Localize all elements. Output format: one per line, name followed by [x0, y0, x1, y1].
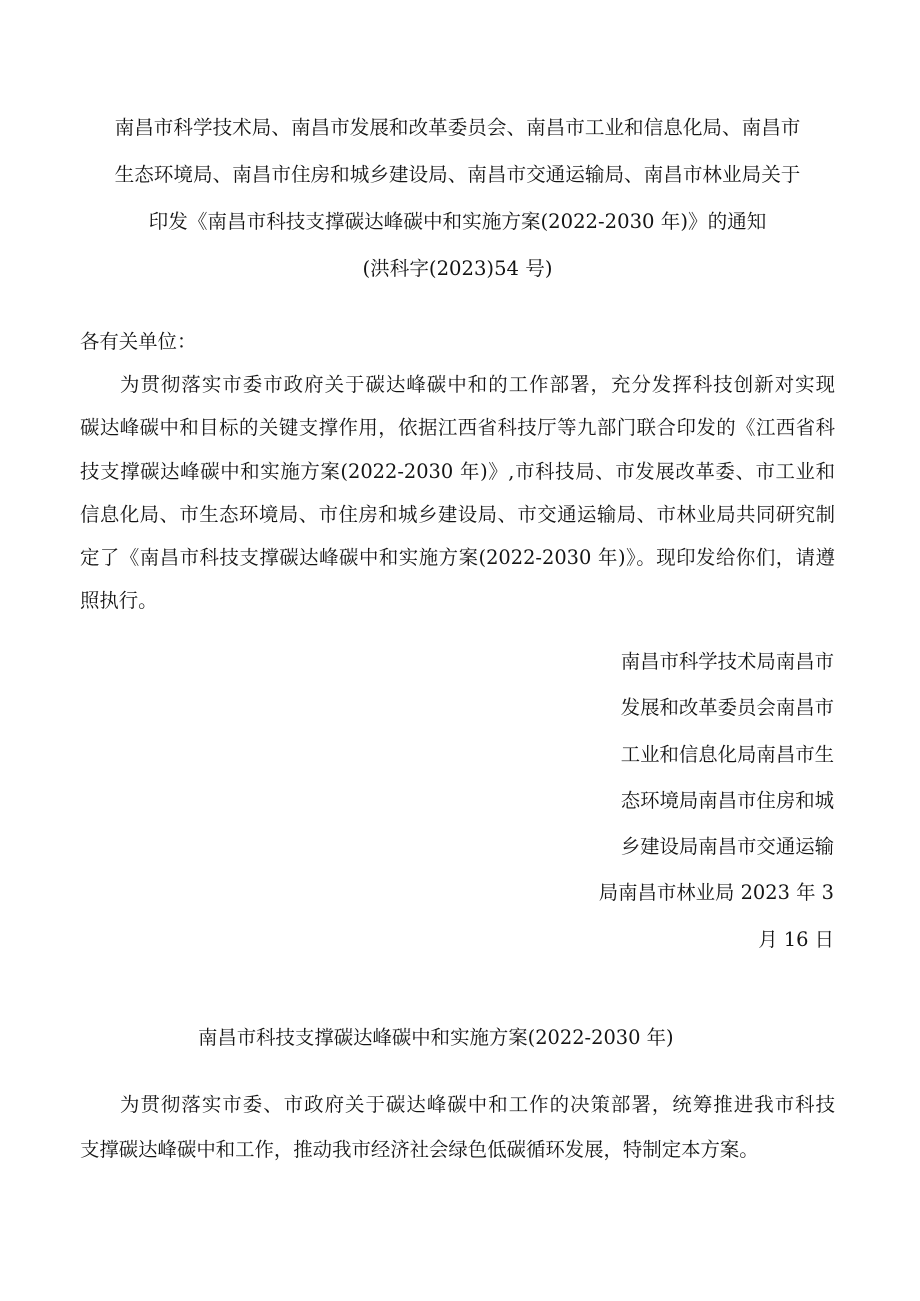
- document-title-line: 生态环境局、南昌市住房和城乡建设局、南昌市交通运输局、南昌市林业局关于: [114, 163, 801, 186]
- signature-date: 月 16 日: [758, 927, 834, 951]
- signature-line: 发展和改革委员会南昌市: [620, 696, 834, 720]
- signature-line: 工业和信息化局南昌市生: [620, 742, 834, 766]
- paragraph-line: 信息化局、市生态环境局、市住房和城乡建设局、市交通运输局、市林业局共同研究制: [80, 502, 835, 526]
- signature-block: [590, 639, 834, 963]
- document-number: (洪科字(2023)54 号): [362, 257, 553, 280]
- signature-line: 乡建设局南昌市交通运输: [620, 835, 834, 859]
- signature-line: 态环境局南昌市住房和城: [620, 788, 834, 812]
- paragraph-line: 为贯彻落实市委市政府关于碳达峰碳中和的工作部署，充分发挥科技创新对实现: [120, 373, 835, 397]
- paragraph-line: 为贯彻落实市委、市政府关于碳达峰碳中和工作的决策部署，统筹推进我市科技: [120, 1093, 835, 1116]
- notice-body: [80, 320, 835, 622]
- paragraph-line: 技支撑碳达峰碳中和实施方案(2022-2030 年)》,市科技局、市发展改革委、市工业和: [80, 459, 835, 483]
- paragraph-line: 支撑碳达峰碳中和工作，推动我市经济社会绿色低碳循环发展，特制定本方案。: [80, 1138, 759, 1161]
- paragraph-line: 定了《南昌市科技支撑碳达峰碳中和实施方案(2022-2030 年)》。现印发给你们，请遵: [80, 545, 835, 569]
- signature-line: 局南昌市林业局 2023 年 3: [598, 881, 834, 905]
- document-title-line: 印发《南昌市科技支撑碳达峰碳中和实施方案(2022-2030 年)》的通知: [148, 210, 767, 233]
- plan-intro: [80, 1082, 835, 1172]
- document-title-line: 南昌市科学技术局、南昌市发展和改革委员会、南昌市工业和信息化局、南昌市: [114, 116, 801, 139]
- salutation: 各有关单位：: [80, 330, 197, 353]
- paragraph-line: 照执行。: [80, 589, 158, 613]
- document-title: [80, 104, 835, 292]
- paragraph-line: 碳达峰碳中和目标的关键支撑作用，依据江西省科技厅等九部门联合印发的《江西省科: [80, 416, 835, 440]
- section-title: 南昌市科技支撑碳达峰碳中和实施方案(2022-2030 年): [198, 1026, 674, 1049]
- signature-line: 南昌市科学技术局南昌市: [620, 650, 834, 673]
